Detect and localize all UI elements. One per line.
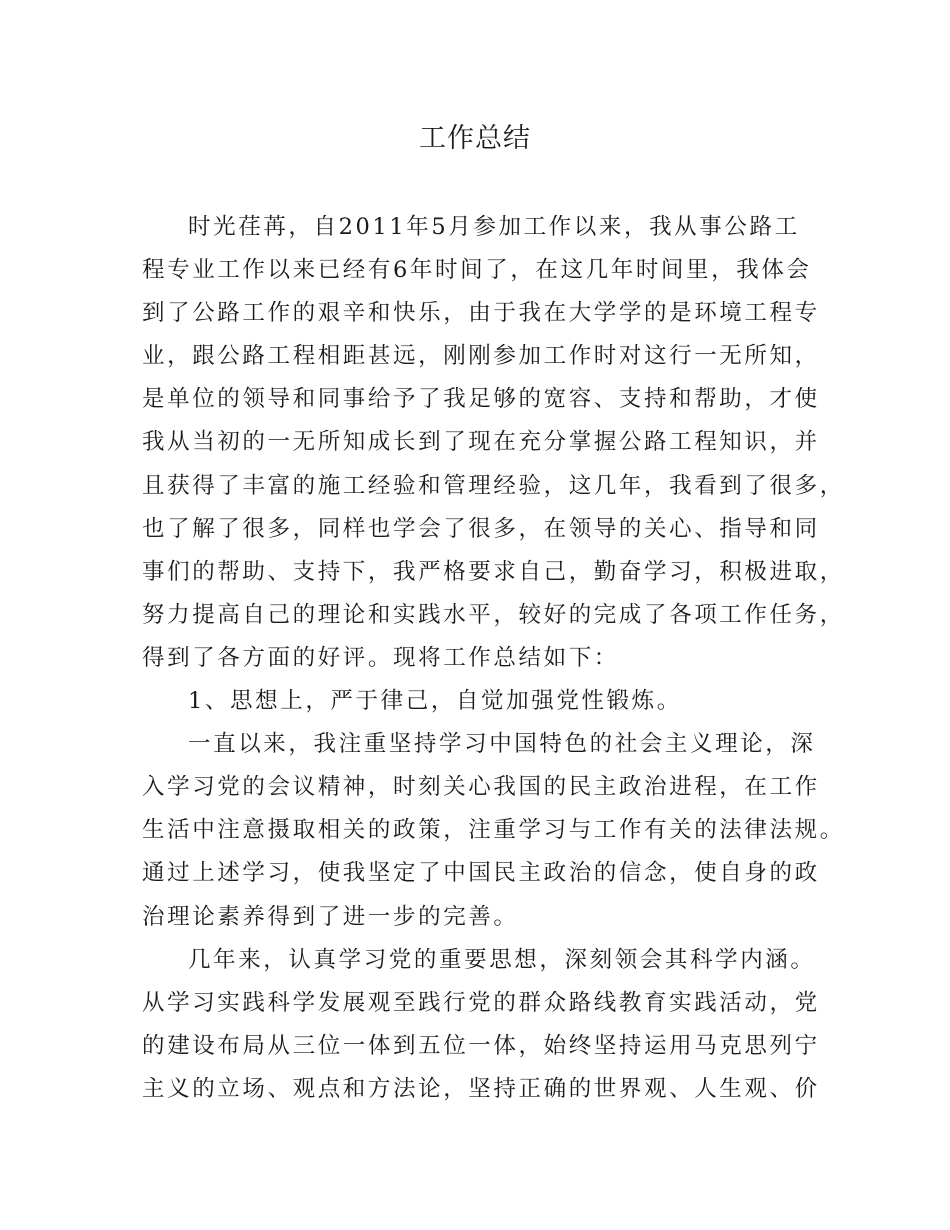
paragraph-line: 也了解了很多，同样也学会了很多，在领导的关心、指导和同 [142,515,820,542]
document-title: 工作总结 [419,123,531,154]
paragraph-line: 业，跟公路工程相距甚远，刚刚参加工作时对这行一无所知， [142,343,820,370]
paragraph-line: 主义的立场、观点和方法论，坚持正确的世界观、人生观、价 [142,1075,820,1102]
paragraph-line: 且获得了丰富的施工经验和管理经验，这几年，我看到了很多， [142,472,845,499]
paragraph-line: 是单位的领导和同事给予了我足够的宽容、支持和帮助，才使 [142,386,820,413]
paragraph-line: 时光荏苒，自2011年5月参加工作以来，我从事公路工 [188,214,800,240]
paragraph-line: 通过上述学习，使我坚定了中国民主政治的信念，使自身的政 [142,860,820,887]
paragraph-line: 治理论素养得到了进一步的完善。 [142,903,519,930]
paragraph-line: 程专业工作以来已经有6年时间了，在这几年时间里，我体会 [142,257,812,284]
document-body [142,206,845,1111]
paragraph-line: 得到了各方面的好评。现将工作总结如下： [142,644,619,671]
paragraph-line: 到了公路工作的艰辛和快乐，由于我在大学学的是环境工程专 [142,300,820,327]
paragraph-line: 从学习实践科学发展观至践行党的群众路线教育实践活动，党 [142,989,820,1016]
paragraph-line: 生活中注意摄取相关的政策，注重学习与工作有关的法律法规。 [142,817,845,844]
paragraph-line: 入学习党的会议精神，时刻关心我国的民主政治进程，在工作 [142,774,820,801]
paragraph-line: 一直以来，我注重坚持学习中国特色的社会主义理论，深 [188,731,816,758]
paragraph-line: 我从当初的一无所知成长到了现在充分掌握公路工程知识，并 [142,429,820,456]
paragraph-line: 事们的帮助、支持下，我严格要求自己，勤奋学习，积极进取， [142,558,845,585]
paragraph-line: 几年来，认真学习党的重要思想，深刻领会其科学内涵。 [188,946,816,973]
section-heading-line: 1、思想上，严于律己，自觉加强党性锻炼。 [188,688,682,715]
paragraph-line: 的建设布局从三位一体到五位一体，始终坚持运用马克思列宁 [142,1032,820,1059]
paragraph-line: 努力提高自己的理论和实践水平，较好的完成了各项工作任务， [142,601,845,628]
